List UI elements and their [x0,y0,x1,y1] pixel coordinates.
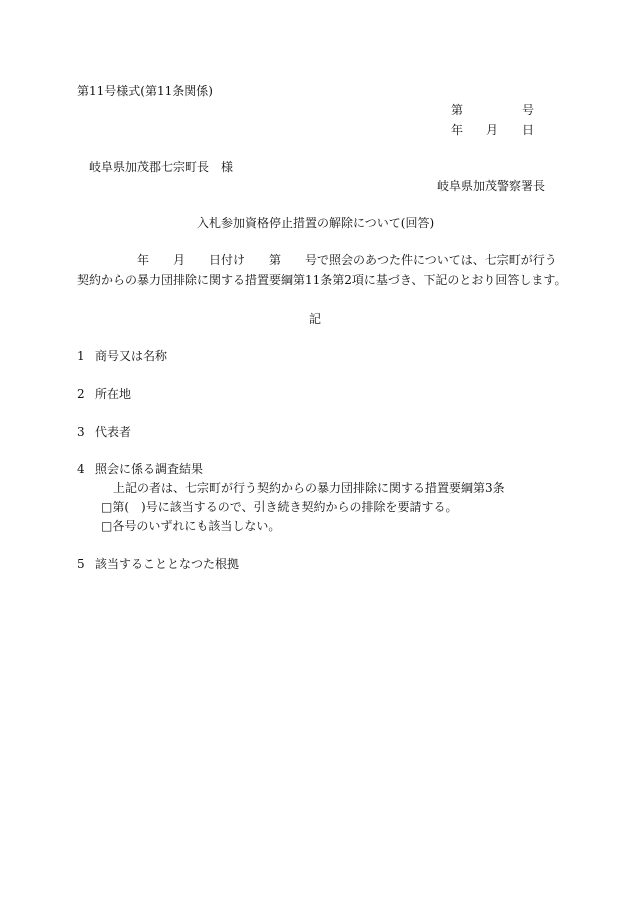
body-dated: 日付け [209,253,246,267]
date-day: 日 [522,123,535,137]
date-year: 年 [451,123,464,137]
item-3-label: 代表者 [95,425,132,439]
addressee: 岐阜県加茂郡七宗町長 様 [89,160,234,174]
item-4-label: 照会に係る調査結果 [95,462,204,476]
body-number-prefix: 第 [269,253,282,267]
body-line1-rest: 号で照会のあつた件については、七宗町が行う [305,253,557,267]
item-4-option1: □第( )号に該当するので、引き続き契約からの排除を要請する。 [101,500,458,514]
number-suffix: 号 [522,103,535,117]
item-3-number: 3 [77,425,85,439]
number-prefix: 第 [451,103,464,117]
item-2-label: 所在地 [95,387,132,401]
item-5-label: 該当することとなつた根拠 [95,557,240,571]
body-line2: 契約からの暴力団排除に関する措置要綱第11条第2項に基づき、下記のとおり回答します。 [77,273,567,287]
body-month: 月 [173,253,186,267]
item-1-number: 1 [77,349,85,363]
item-4-line1: 上記の者は、七宗町が行う契約からの暴力団排除に関する措置要綱第3条 [113,481,505,495]
sender: 岐阜県加茂警察署長 [437,179,546,193]
document-title: 入札参加資格停止措置の解除について(回答) [197,216,435,230]
item-2-number: 2 [77,387,85,401]
form-label: 第11号様式(第11条関係) [77,84,213,98]
item-4-number: 4 [77,462,85,476]
ki-heading: 記 [309,312,322,326]
date-month: 月 [486,123,499,137]
item-4-option2: □各号のいずれにも該当しない。 [101,519,281,533]
item-5-number: 5 [77,557,85,571]
body-year: 年 [137,253,150,267]
item-1-label: 商号又は名称 [95,349,168,363]
